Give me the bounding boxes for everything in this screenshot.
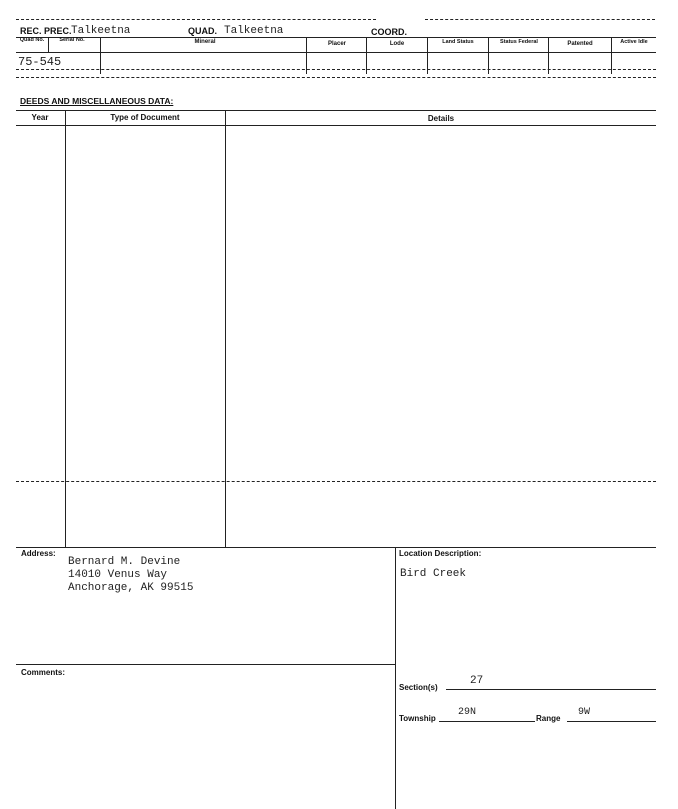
deeds-col-details: Details — [427, 114, 455, 123]
township-underline — [439, 721, 535, 722]
sections-value: 27 — [470, 675, 484, 687]
col-placer: Placer — [327, 41, 346, 47]
township-value: 29N — [458, 707, 477, 718]
location-description-value: Bird Creek — [400, 568, 467, 580]
rec-prec-value: Talkeetna — [71, 25, 131, 37]
header-band-top-rule — [16, 37, 656, 38]
col-patented: Patented — [567, 41, 593, 47]
col-mineral: Mineral — [194, 39, 216, 45]
header-band-bottom-rule — [16, 52, 656, 53]
sep-quad-serial — [48, 37, 49, 52]
record-row-dashed-rule — [16, 69, 656, 70]
coord-label: COORD. — [371, 27, 407, 37]
quad-label: QUAD. — [188, 26, 217, 36]
col-serial-no: Serial No. — [59, 37, 85, 43]
sections-label: Section(s) — [399, 683, 438, 692]
bottom-section-top-rule — [16, 547, 656, 548]
quad-value: Talkeetna — [224, 25, 284, 37]
deeds-top-rule — [16, 110, 656, 111]
col-land-status: Land Status — [442, 39, 474, 45]
deeds-col-year: Year — [31, 113, 49, 122]
col-quad-no: Quad No. — [19, 37, 45, 43]
address-line-3: Anchorage, AK 99515 — [68, 582, 194, 594]
rec-prec-label: REC. PREC. — [20, 26, 72, 36]
col-active-idle: Active Idle — [620, 39, 648, 45]
top-dashed-rule-right — [425, 19, 655, 20]
range-label: Range — [536, 714, 561, 723]
deeds-dashed-divider — [16, 481, 656, 482]
quad-no-value: 75-545 — [18, 55, 62, 69]
location-description-label: Location Description: — [399, 549, 482, 558]
comments-label: Comments: — [21, 668, 66, 677]
deeds-col-type: Type of Document — [110, 113, 180, 122]
sections-underline — [446, 689, 656, 690]
col-status-federal: Status Federal — [500, 39, 538, 45]
range-underline — [567, 721, 656, 722]
top-dashed-rule — [16, 19, 376, 20]
address-line-1: Bernard M. Devine — [68, 556, 181, 568]
col-lode: Lode — [389, 41, 405, 47]
address-line-2: 14010 Venus Way — [68, 569, 168, 581]
record-row-dashed-rule-lower — [16, 77, 656, 78]
township-label: Township — [399, 714, 436, 723]
bottom-section-divider — [395, 547, 396, 809]
comments-top-rule — [16, 664, 395, 665]
deeds-section-title: DEEDS AND MISCELLANEOUS DATA: — [20, 96, 174, 106]
deeds-header-bottom-rule — [16, 125, 656, 126]
range-value: 9W — [578, 707, 591, 718]
address-label: Address: — [21, 549, 56, 558]
